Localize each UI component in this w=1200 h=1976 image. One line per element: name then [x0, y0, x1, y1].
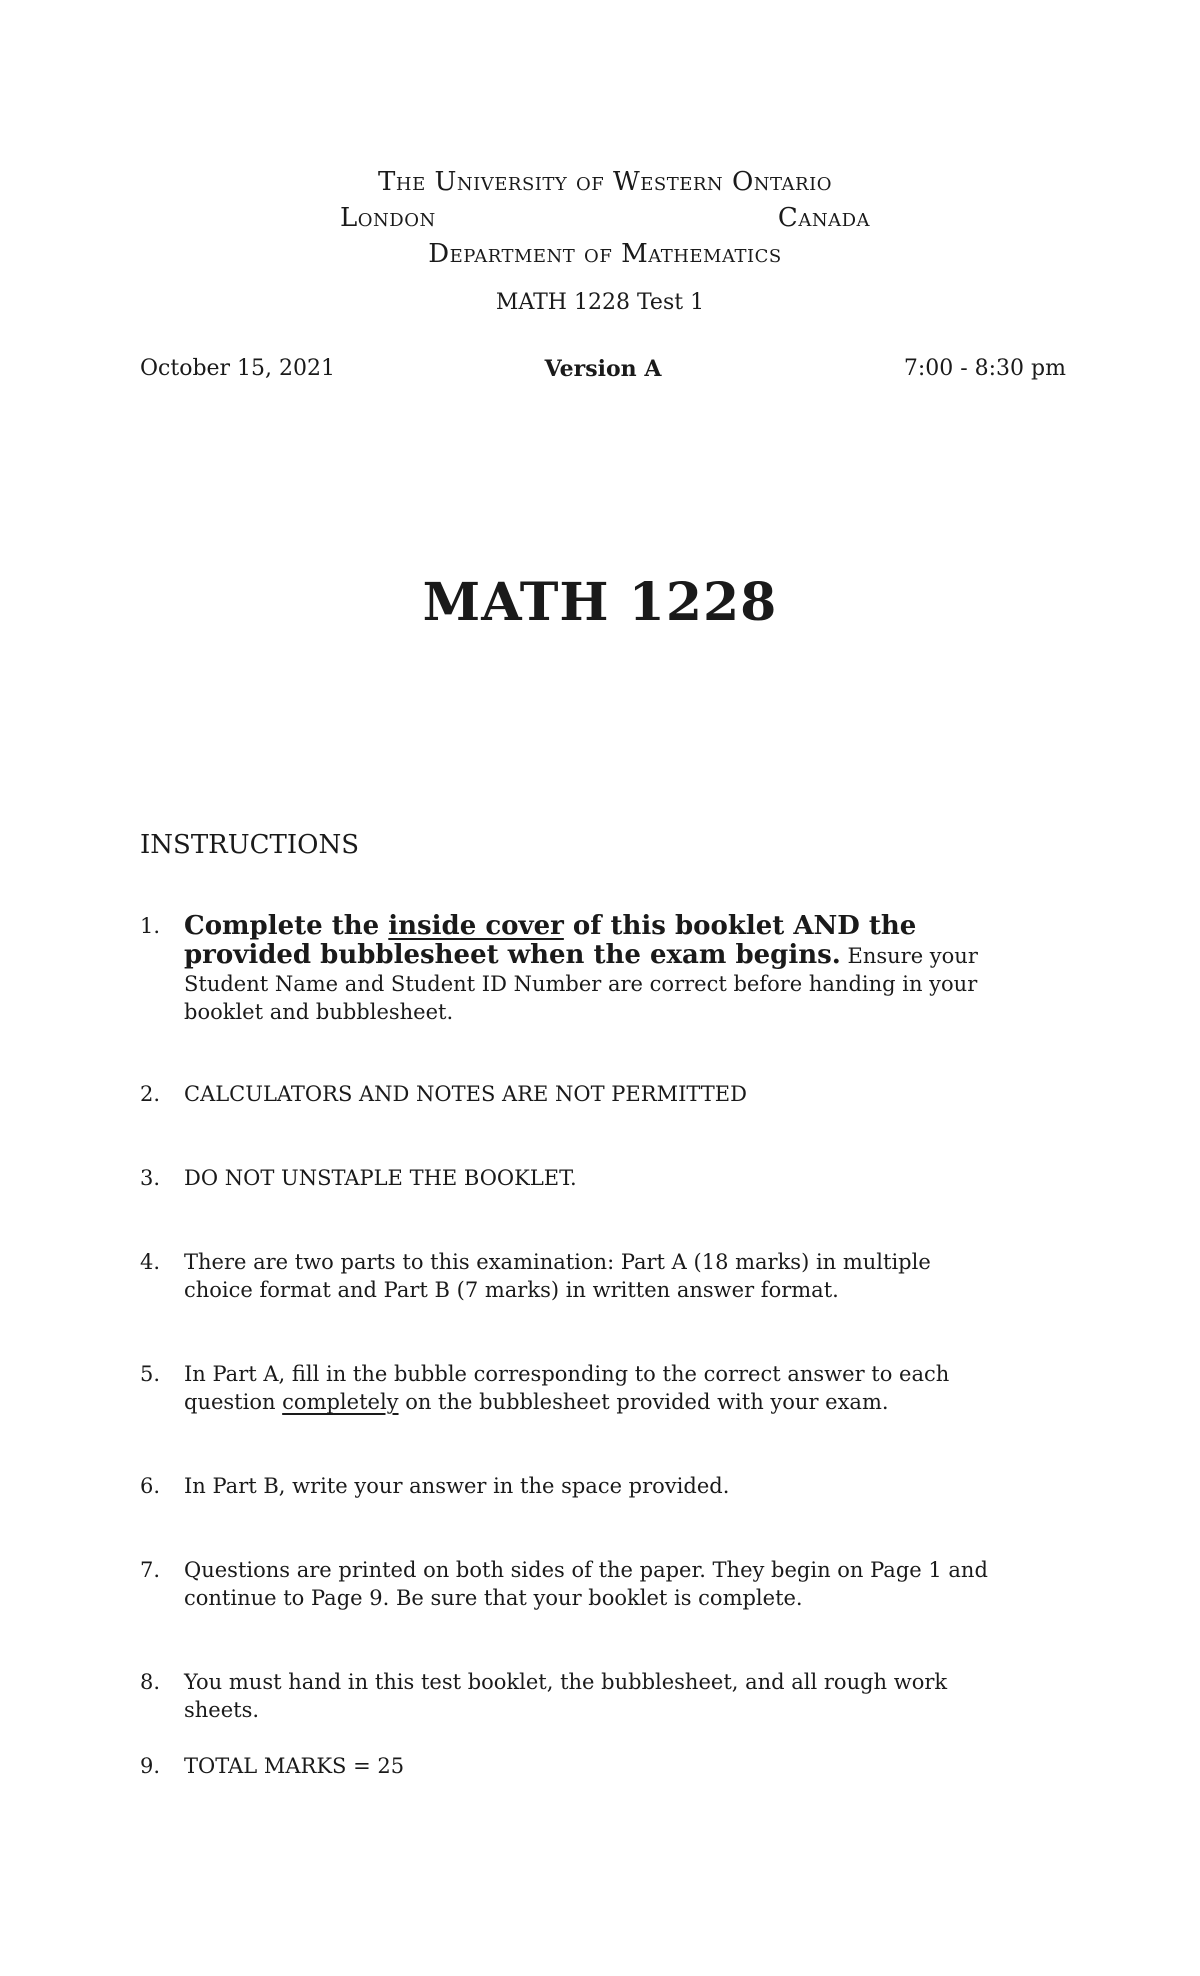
exam-version: Version A [544, 356, 662, 382]
instruction-item [140, 1752, 1000, 1780]
university-name: The University of Western Ontario [378, 167, 832, 197]
item-text: In Part A, fill in the bubble corresponding to the correct answer to each question completely on the bubblesheet provided with your exam. [184, 1362, 950, 1414]
city: London [340, 203, 436, 233]
item-number: 8. [140, 1670, 161, 1694]
item-number: 1. [140, 914, 161, 938]
item-text: In Part B, write your answer in the space provided. [184, 1474, 730, 1498]
department-name: Department of Mathematics [428, 239, 782, 269]
instruction-item [140, 1472, 1000, 1500]
exam-meta-row [140, 356, 1066, 381]
inside-cover-underlined: inside cover [388, 911, 564, 941]
item-number: 6. [140, 1474, 161, 1498]
instruction-item [140, 1164, 1000, 1192]
instruction-item [140, 912, 1000, 1026]
test-name: MATH 1228 Test 1 [495, 290, 705, 315]
item-text: You must hand in this test booklet, the bubblesheet, and all rough work sheets. [184, 1670, 948, 1722]
exam-time: 7:00 - 8:30 pm [903, 356, 1066, 381]
item-number: 3. [140, 1166, 161, 1190]
item-number: 9. [140, 1754, 161, 1778]
instruction-item [140, 1080, 1000, 1108]
completely-underlined: completely [282, 1390, 399, 1414]
course-title: MATH 1228 [422, 572, 778, 633]
item-number: 5. [140, 1362, 161, 1386]
item-text: CALCULATORS AND NOTES ARE NOT PERMITTED [184, 1082, 747, 1106]
instruction-item [140, 1668, 1000, 1724]
item-number: 7. [140, 1558, 161, 1582]
exam-date: October 15, 2021 [140, 356, 336, 381]
instruction-item [140, 1360, 1000, 1416]
country: Canada [777, 203, 870, 233]
item-text: DO NOT UNSTAPLE THE BOOKLET. [184, 1166, 577, 1190]
item-text: There are two parts to this examination: Part A (18 marks) in multiple choice format and Part B (7 marks) in written answer format. [184, 1250, 931, 1302]
item-text: TOTAL MARKS = 25 [184, 1754, 405, 1778]
location-line [340, 202, 870, 234]
item-text: Questions are printed on both sides of the paper. They begin on Page 1 and continue to Page 9. Be sure that your booklet is complete. [184, 1558, 988, 1610]
instructions-heading: INSTRUCTIONS [140, 830, 360, 860]
instruction-item [140, 1248, 1000, 1304]
item-number: 4. [140, 1250, 161, 1274]
item-number: 2. [140, 1082, 161, 1106]
item-text: Complete the inside cover of this booklet AND the provided bubblesheet when the exam begins. Ensure your Student Name and Student ID Number are correct before handing in your booklet and bubblesheet. [184, 911, 978, 1024]
instruction-item [140, 1556, 1000, 1612]
